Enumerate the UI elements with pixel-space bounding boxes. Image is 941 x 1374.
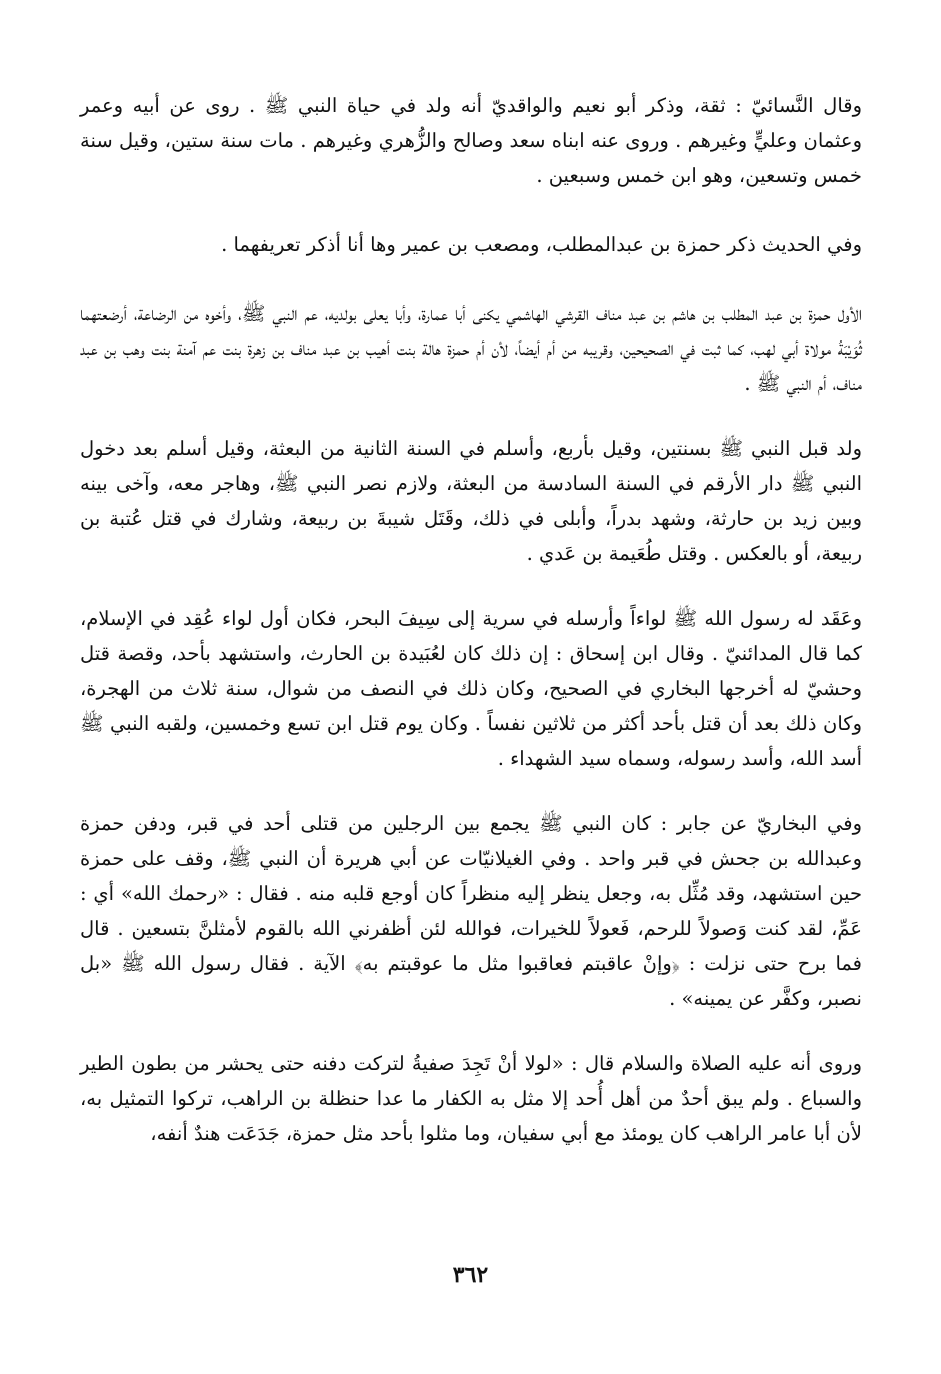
paragraph-gap xyxy=(80,193,862,227)
paragraph-hamza-lineage: الأول حمزة بن عبد المطلب بن هاشم بن عبد مناف القرشي الهاشمي يكنى أبا عمارة، وأبا يعلى بولديه، عم النبي ﷺ، وأخوه من الرضاعة، أرضعتهما ثُوَيْبَةُ مولاة أبي لهب، كما ثبت في الصحيحين، وقريبه من أم أيضاً، لأن أم حمزة هالة بنت أهيب بن عبد مناف بن زهرة بنت عم آمنة بنت وهب بن عبد مناف، أم النبي ﷺ . xyxy=(80,302,862,395)
paragraph-hadith-mention: وفي الحديث ذكر حمزة بن عبدالمطلب، ومصعب بن عمير وها أنا أذكر تعريفهما . xyxy=(221,233,862,256)
paragraph-gap xyxy=(80,262,862,296)
paragraph-hamza-banner: وعَقَد له رسول الله ﷺ لواءاً وأرسله في سرية إلى سِيفَ البحر، فكان أول لواء عُقِد في الإسلام، كما قال المدائنيّ . وقال ابن إسحاق : إن ذلك كان لعُبَيدة بن الحارث، واستشهد بأحد، وقصة قتل وحشيّ له أخرجها البخاري في الصحيح، وكان ذلك في النصف من شوال، سنة ثلاث من الهجرة، وكان ذلك بعد أن قتل بأحد أكثر من ثلاثين نفساً . وكان يوم قتل ابن تسع وخمسين، ولقبه النبي ﷺ أسد الله، وأسد رسوله، وسماه سيد الشهداء . xyxy=(80,607,862,770)
paragraph-gap xyxy=(80,571,862,601)
paragraph-gap xyxy=(80,401,862,431)
paragraph-nasai: وقال النَّسائيّ : ثقة، وذكر أبو نعيم والواقديّ أنه ولد في حياة النبي ﷺ . روى عن أبيه وعمر وعثمان وعليٍّ وغيرهم . وروى عنه ابناه سعد وصالح والزُّهري وغيرهم . مات سنة ستين، وقيل سنة خمس وتسعين، وهو ابن خمس وسبعين . xyxy=(80,94,862,187)
paragraph-gap xyxy=(80,1016,862,1046)
page-number: ٣٦٢ xyxy=(452,1262,489,1288)
paragraph-hamza-birth: ولد قبل النبي ﷺ بسنتين، وقيل بأربع، وأسلم في السنة الثانية من البعثة، وقيل أسلم بعد دخول النبي ﷺ دار الأرقم في السنة السادسة من البعثة، ولازم نصر النبي ﷺ، وهاجر معه، وآخى بينه وبين زيد بن حارثة، وشهد بدراً، وأبلى في ذلك، وقَتَل شيبةَ بن ربيعة، وشارك في قتل عُتبة بن ربيعة، أو بالعكس . وقتل طُعَيمة بن عَدي . xyxy=(80,437,862,565)
paragraph-gap xyxy=(80,776,862,806)
page-body xyxy=(80,88,862,1151)
paragraph-safiyya: وروى أنه عليه الصلاة والسلام قال : «لولا أنْ تَجِدَ صفيةُ لتركت دفنه حتى يحشر من بطون الطير والسباع . ولم يبق أحدٌ من أهل أُحد إلا مثل به الكفار ما عدا حنظلة بن الراهب، تركوا التمثيل به، لأن أبا عامر الراهب كان يومئذ مع أبي سفيان، وما مثلوا بأحد مثل حمزة، جَدَعَت هندٌ أنفه، xyxy=(80,1052,862,1145)
paragraph-bukhari-jabir: وفي البخاريّ عن جابر : كان النبي ﷺ يجمع بين الرجلين من قتلى أحد في قبر، ودفن حمزة وعبدالله بن جحش في قبر واحد . وفي الغيلانيّات عن أبي هريرة أن النبي ﷺ، وقف على حمزة حين استشهد، وقد مُثِّل به، وجعل ينظر إليه منظراً كان أوجع قلبه منه . فقال : «رحمك الله» أي : عَمِّ، لقد كنت وَصولاً للرحم، فَعولاً للخيرات، فوالله لئن أظفرني الله بالقوم لأمثلنَّ بتسعين . قال فما برح حتى نزلت : ﴿وإنْ عاقبتم فعاقبوا مثل ما عوقبتم به﴾ الآية . فقال رسول الله ﷺ «بل نصبر، وكفَّر عن يمينه» . xyxy=(80,812,862,1010)
